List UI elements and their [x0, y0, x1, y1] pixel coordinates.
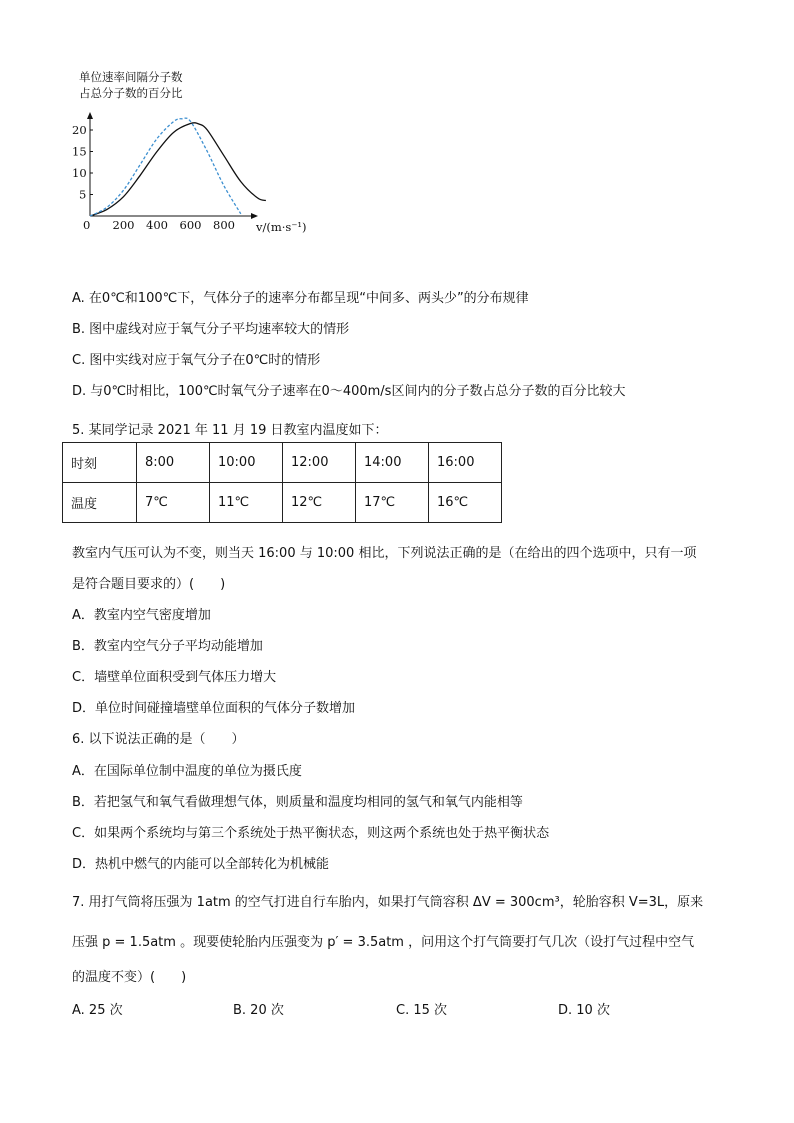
- q6-option-b: B．若把氢气和氧气看做理想气体，则质量和温度均相同的氢气和氧气内能相等: [72, 795, 523, 810]
- q7-option-c: C. 15 次: [396, 1003, 448, 1018]
- y-tick-label: 15: [72, 144, 87, 159]
- table-cell: 17℃: [356, 483, 429, 523]
- origin-label: 0: [83, 218, 91, 232]
- table-cell: 12:00: [283, 443, 356, 483]
- q5-option-c: C．墙壁单位面积受到气体压力增大: [72, 670, 277, 685]
- y-axis-arrow: [87, 112, 93, 119]
- table-row: [63, 443, 502, 483]
- table-cell: 12℃: [283, 483, 356, 523]
- temperature-table: [62, 442, 502, 523]
- y-tick-label: 5: [79, 187, 87, 202]
- table-cell: 时刻: [63, 443, 137, 483]
- table-cell: 10:00: [210, 443, 283, 483]
- q6-option-d: D．热机中燃气的内能可以全部转化为机械能: [72, 857, 330, 872]
- q5-option-b: B．教室内空气分子平均动能增加: [72, 639, 263, 654]
- table-cell: 16:00: [429, 443, 502, 483]
- q5-option-a: A．教室内空气密度增加: [72, 608, 211, 623]
- q7-option-b: B. 20 次: [233, 1003, 284, 1018]
- q4-option-d: D. 与0℃时相比，100℃时氧气分子速率在0～400m/s区间内的分子数占总分子数的百分比较大: [72, 384, 626, 399]
- table-row: [63, 483, 502, 523]
- q6-stem: 6. 以下说法正确的是（ ）: [72, 732, 245, 747]
- x-tick-label: 800: [213, 218, 235, 232]
- velocity-distribution-chart: [68, 66, 318, 241]
- solid-curve: [90, 123, 266, 216]
- q6-option-c: C．如果两个系统均与第三个系统处于热平衡状态，则这两个系统也处于热平衡状态: [72, 826, 550, 841]
- chart-ylabel-line1: 单位速率间隔分子数: [79, 70, 183, 84]
- q7-line3: 的温度不变）( ): [72, 970, 187, 985]
- q5-stem: 5. 某同学记录 2021 年 11 月 19 日教室内温度如下：: [72, 423, 388, 438]
- y-tick-label: 10: [72, 166, 87, 180]
- q4-option-a: A. 在0℃和100℃下，气体分子的速率分布都呈现“中间多、两头少”的分布规律: [72, 291, 529, 306]
- x-tick-label: 600: [179, 218, 202, 232]
- table-cell: 16℃: [429, 483, 502, 523]
- x-axis-label: v/(m·s⁻¹): [256, 220, 307, 234]
- distribution-curves: [90, 118, 266, 216]
- q7-line1: 7. 用打气筒将压强为 1atm 的空气打进自行车胎内，如果打气筒容积 ΔV = 300cm³，轮胎容积 V=3L，原来: [72, 895, 704, 910]
- x-tick-label: 200: [112, 218, 135, 232]
- y-tick-label: 20: [72, 123, 87, 137]
- x-axis-arrow: [251, 213, 258, 219]
- q5-option-d: D．单位时间碰撞墙壁单位面积的气体分子数增加: [72, 701, 356, 716]
- chart-ylabel-line2: 占总分子数的百分比: [79, 86, 183, 100]
- table-cell: 11℃: [210, 483, 283, 523]
- table-cell: 7℃: [137, 483, 210, 523]
- chart-svg: [68, 66, 318, 241]
- q7-line2: 压强 p = 1.5atm 。现要使轮胎内压强变为 p′ = 3.5atm ，问用这个打气筒要打气几次（设打气过程中空气: [72, 935, 695, 950]
- x-tick-label: 400: [146, 218, 168, 232]
- dashed-curve: [90, 118, 241, 216]
- q7-option-a: A. 25 次: [72, 1003, 123, 1018]
- q7-option-d: D. 10 次: [558, 1003, 610, 1018]
- q6-option-a: A．在国际单位制中温度的单位为摄氏度: [72, 764, 302, 779]
- q4-option-b: B. 图中虚线对应于氧气分子平均速率较大的情形: [72, 322, 350, 337]
- table-cell: 14:00: [356, 443, 429, 483]
- q4-option-c: C. 图中实线对应于氧气分子在0℃时的情形: [72, 353, 321, 368]
- q5-prompt-line2: 是符合题目要求的）( ): [72, 577, 226, 592]
- table-cell: 8:00: [137, 443, 210, 483]
- table-cell: 温度: [63, 483, 137, 523]
- q5-prompt-line1: 教室内气压可认为不变，则当天 16:00 与 10:00 相比，下列说法正确的是（在给出的四个选项中，只有一项: [72, 546, 697, 561]
